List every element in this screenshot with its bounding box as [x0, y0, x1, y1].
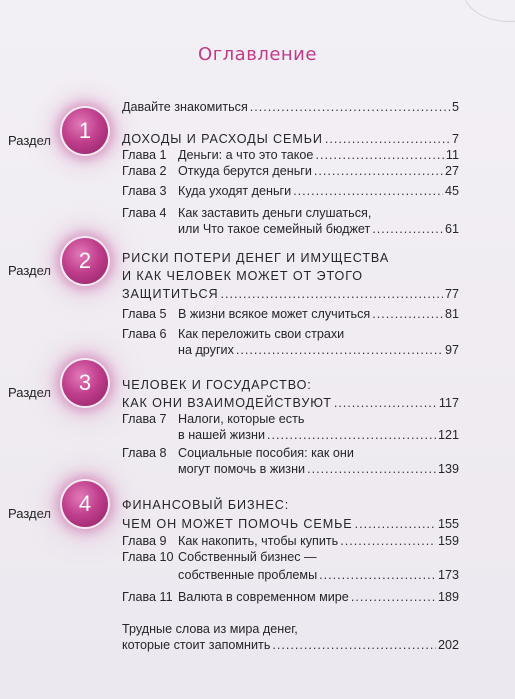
toc-entry-line[interactable] — [122, 183, 459, 199]
toc-entry-line[interactable] — [122, 163, 459, 179]
toc-entry-line[interactable] — [122, 286, 459, 302]
entry-title: ЗАЩИТИТЬСЯ — [122, 287, 219, 301]
entry-title: Откуда берутся деньги — [178, 164, 312, 178]
dot-leader — [267, 427, 436, 443]
section-number-badge — [62, 481, 108, 527]
section-number: 4 — [78, 491, 92, 516]
dot-leader — [355, 516, 436, 532]
toc-entry-line[interactable] — [122, 516, 459, 532]
page-number: 61 — [444, 222, 459, 236]
toc-entry-line[interactable] — [122, 268, 363, 284]
toc-entry-line[interactable] — [122, 549, 317, 565]
dot-leader — [272, 637, 436, 653]
entry-title: В жизни всякое может случиться — [178, 307, 371, 321]
chapter-number: Глава 8 — [122, 446, 167, 460]
page-number: 27 — [444, 164, 459, 178]
entry-title: собственные проблемы — [178, 568, 318, 582]
toc-entry-line[interactable] — [122, 395, 459, 411]
page-number: 202 — [437, 638, 459, 652]
section-number-badge — [62, 238, 108, 284]
entry-title: Куда уходят деньги — [178, 184, 292, 198]
section-number-badge — [62, 360, 108, 406]
toc-entry-line[interactable] — [122, 589, 459, 605]
entry-title: И КАК ЧЕЛОВЕК МОЖЕТ ОТ ЭТОГО — [122, 269, 363, 283]
page-number: 97 — [444, 343, 459, 357]
toc-entry-line[interactable] — [122, 637, 459, 653]
entry-title: Как накопить, чтобы купить — [178, 534, 339, 548]
chapter-number: Глава 5 — [122, 307, 167, 321]
chapter-number: Глава 10 — [122, 550, 174, 564]
entry-title: РИСКИ ПОТЕРИ ДЕНЕГ И ИМУЩЕСТВА — [122, 251, 390, 265]
chapter-number: Глава 1 — [122, 148, 167, 162]
dot-leader — [315, 147, 443, 163]
dot-leader — [250, 99, 450, 115]
dot-leader — [319, 567, 436, 583]
entry-title: ЧЕЛОВЕК И ГОСУДАРСТВО: — [122, 378, 312, 392]
toc-entry-line[interactable] — [122, 131, 459, 147]
section-label: Раздел — [8, 506, 51, 521]
dot-leader — [334, 395, 437, 411]
section-number: 1 — [78, 118, 92, 143]
chapter-number: Глава 9 — [122, 534, 167, 548]
toc-entry-line[interactable] — [122, 221, 459, 237]
entry-title: Социальные пособия: как они — [178, 446, 354, 460]
toc-entry-line[interactable] — [122, 377, 312, 393]
toc-entry-line[interactable] — [122, 326, 344, 342]
section-label: Раздел — [8, 133, 51, 148]
dot-leader — [372, 306, 443, 322]
entry-title: могут помочь в жизни — [178, 462, 306, 476]
section-label: Раздел — [8, 263, 51, 278]
entry-title: Деньги: а что это такое — [178, 148, 314, 162]
entry-title: Трудные слова из мира денег, — [122, 622, 298, 636]
page-number: 77 — [444, 287, 459, 301]
chapter-number: Глава 6 — [122, 327, 167, 341]
entry-title: Валюта в современном мире — [178, 590, 349, 604]
entry-title: ЧЕМ ОН МОЖЕТ ПОМОЧЬ СЕМЬЕ — [122, 517, 353, 531]
toc-entry-line[interactable] — [122, 461, 459, 477]
toc-entry-line[interactable] — [122, 306, 459, 322]
dot-leader — [307, 461, 436, 477]
page-number: 121 — [437, 428, 459, 442]
toc-entry-line[interactable] — [122, 427, 459, 443]
entry-title: на других — [178, 343, 234, 357]
section-number-badge — [62, 108, 108, 154]
dot-leader — [220, 286, 443, 302]
toc-entry-line[interactable] — [122, 147, 459, 163]
entry-title: Как заставить деньги слушаться, — [178, 206, 372, 220]
section-label: Раздел — [8, 385, 51, 400]
toc-entry-line[interactable] — [122, 250, 389, 266]
toc-entry-line[interactable] — [122, 445, 354, 461]
chapter-number: Глава 2 — [122, 164, 167, 178]
dot-leader — [236, 342, 443, 358]
page-number: 155 — [437, 517, 459, 531]
section-number: 3 — [78, 370, 92, 395]
page-number: 159 — [437, 534, 459, 548]
page-title: Оглавление — [198, 44, 317, 65]
toc-entry-line[interactable] — [122, 342, 459, 358]
toc-entry-line[interactable] — [122, 621, 298, 637]
page-number: 5 — [451, 100, 459, 114]
page-number: 139 — [437, 462, 459, 476]
entry-title: Собственный бизнес — — [178, 550, 317, 564]
entry-title: Как переложить свои страхи — [178, 327, 345, 341]
entry-title: Налоги, которые есть — [178, 412, 305, 426]
toc-entry-line[interactable] — [122, 99, 459, 115]
entry-title: КАК ОНИ ВЗАИМОДЕЙСТВУЮТ — [122, 396, 332, 410]
dot-leader — [340, 533, 436, 549]
entry-title: которые стоит запомнить — [122, 638, 271, 652]
chapter-number: Глава 11 — [122, 590, 173, 604]
chapter-number: Глава 3 — [122, 184, 167, 198]
page-number: 45 — [444, 184, 459, 198]
page-number: 189 — [437, 590, 459, 604]
page-number: 11 — [445, 148, 459, 162]
entry-title: в нашей жизни — [178, 428, 266, 442]
page-number: 117 — [438, 396, 459, 410]
chapter-number: Глава 7 — [122, 412, 167, 426]
dot-leader — [351, 589, 436, 605]
section-number: 2 — [78, 248, 92, 273]
entry-title: или Что такое семейный бюджет — [178, 222, 371, 236]
entry-title: ФИНАНСОВЫЙ БИЗНЕС: — [122, 498, 290, 512]
dot-leader — [372, 221, 443, 237]
toc-entry-line[interactable] — [122, 567, 459, 583]
dot-leader — [325, 131, 450, 147]
dot-leader — [293, 183, 443, 199]
page-corner-decoration — [463, 0, 515, 22]
toc-entry-line[interactable] — [122, 533, 459, 549]
entry-title: Давайте знакомиться — [122, 100, 248, 114]
chapter-number: Глава 4 — [122, 206, 167, 220]
toc-entry-line[interactable] — [122, 497, 289, 513]
entry-title: ДОХОДЫ И РАСХОДЫ СЕМЬИ — [122, 132, 323, 146]
page-number: 7 — [451, 132, 459, 146]
dot-leader — [314, 163, 443, 179]
page-number: 81 — [444, 307, 459, 321]
toc-entry-line[interactable] — [122, 411, 304, 427]
toc-entry-line[interactable] — [122, 205, 371, 221]
page-number: 173 — [437, 568, 459, 582]
